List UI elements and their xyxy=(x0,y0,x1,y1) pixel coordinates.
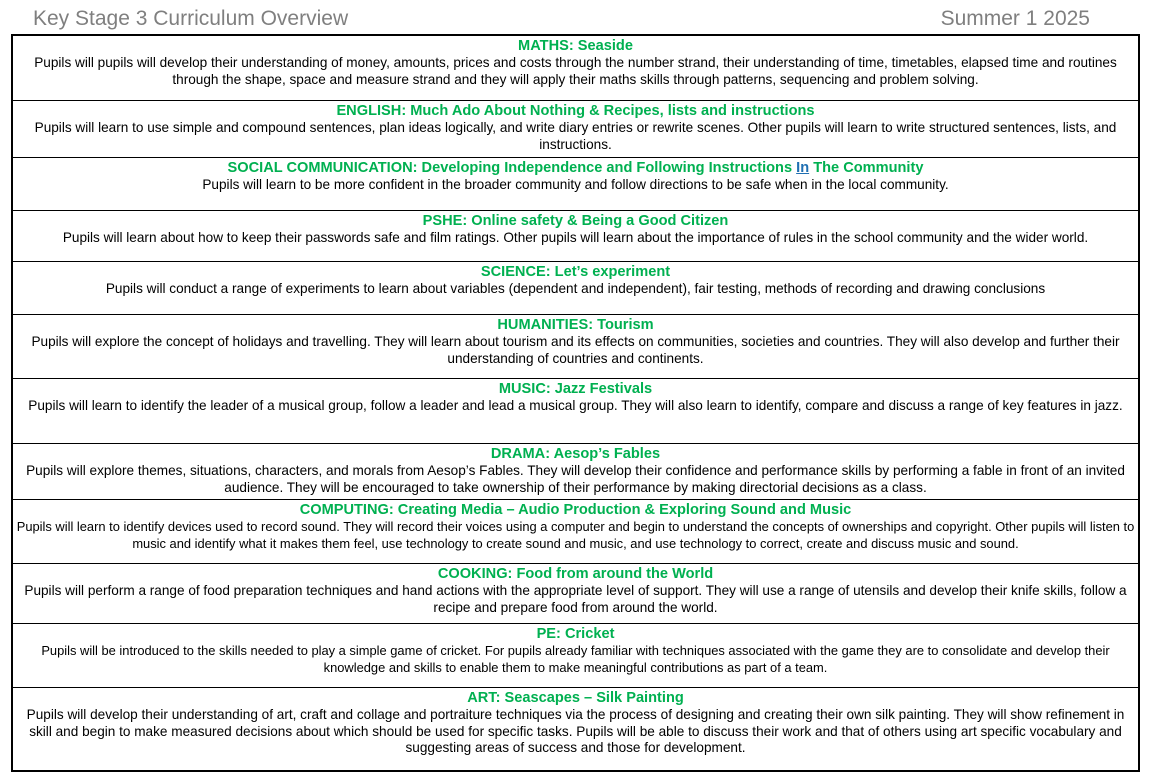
subject-description: Pupils will perform a range of food preparation techniques and hand actions with the appropriate level of support. They will use a range of utensils and develop their knife skills, follow a recipe and prepare food from around the world. xyxy=(24,583,1127,615)
subject-row-cooking xyxy=(13,563,1138,623)
subject-description: Pupils will develop their understanding of art, craft and collage and portraiture techniques via the process of designing and creating their own silk painting. They will show refinement in skill and begin to make measured decisions about which should be used for specific tasks. Pupils will be able to discuss their work and that of others using art specific vocabulary and suggesting areas of success and those for development. xyxy=(26,707,1125,755)
page-title: Key Stage 3 Curriculum Overview xyxy=(33,7,349,30)
subject-description: Pupils will learn about how to keep their passwords safe and film ratings. Other pupils will learn about the importance of rules in the school community and the wider world. xyxy=(62,230,1089,245)
term-label: Summer 1 2025 xyxy=(940,7,1090,30)
subject-title: PE: Cricket xyxy=(536,626,615,642)
subject-description: Pupils will conduct a range of experiments to learn about variables (dependent and independent), fair testing, methods of recording and drawing conclusions xyxy=(105,281,1046,296)
subject-row-music xyxy=(13,378,1138,443)
subject-title: ART: Seascapes – Silk Painting xyxy=(467,690,684,706)
subject-row-social-communication xyxy=(13,157,1138,210)
subject-description: Pupils will pupils will develop their understanding of money, amounts, prices and costs through the number strand, their understanding of time, timetables, elapsed time and routines through the shape, space and measure strand and they will apply their maths skills through patterns, sequencing and problem solving. xyxy=(34,55,1117,87)
subject-title: MUSIC: Jazz Festivals xyxy=(498,381,653,397)
subject-title xyxy=(13,160,1138,177)
subject-description: Pupils will learn to identify devices used to record sound. They will record their voices using a computer and begin to understand the concepts of ownerships and copyright. Other pupils will listen to music and identify what it makes them feel, use technology to create sound and music, and use technology to correct, create and discuss music and sound. xyxy=(16,519,1135,551)
subject-title-underlined: In xyxy=(796,160,810,176)
subject-title: ENGLISH: Much Ado About Nothing & Recipes, lists and instructions xyxy=(336,103,815,119)
subject-title: DRAMA: Aesop’s Fables xyxy=(490,446,661,462)
subject-row-science xyxy=(13,261,1138,314)
subject-description: Pupils will explore the concept of holidays and travelling. They will learn about tourism and its effects on communities, societies and countries. They will also develop and further their understanding of countries and continents. xyxy=(31,334,1120,366)
subject-title: SCIENCE: Let’s experiment xyxy=(480,264,671,280)
subject-title: MATHS: Seaside xyxy=(518,38,633,54)
subject-title-part: SOCIAL COMMUNICATION: Developing Independence and Following Instructions xyxy=(227,160,797,176)
subject-description: Pupils will learn to identify the leader of a musical group, follow a leader and lead a musical group. They will also learn to identify, compare and discuss a range of key features in jazz. xyxy=(28,398,1123,413)
subject-title-part: The Community xyxy=(809,160,924,176)
subject-title: COMPUTING: Creating Media – Audio Production & Exploring Sound and Music xyxy=(299,502,852,518)
subject-row-computing xyxy=(13,499,1138,563)
subject-row-maths xyxy=(13,36,1138,100)
subject-description: Pupils will learn to use simple and compound sentences, plan ideas logically, and write diary entries or rewrite scenes. Other pupils will learn to write structured sentences, lists, and instructions. xyxy=(34,120,1117,152)
subject-row-pe xyxy=(13,623,1138,687)
subject-title: HUMANITIES: Tourism xyxy=(497,317,654,333)
subject-row-humanities xyxy=(13,314,1138,378)
subject-row-pshe xyxy=(13,210,1138,261)
subject-title: COOKING: Food from around the World xyxy=(437,566,714,582)
subject-row-english xyxy=(13,100,1138,157)
subject-row-art xyxy=(13,687,1138,770)
subject-description: Pupils will be introduced to the skills needed to play a simple game of cricket. For pupils already familiar with techniques associated with the game they are to consolidate and develop their knowledge and skills to enable them to make meaningful contributions as part of a team. xyxy=(41,643,1110,675)
subject-description: Pupils will explore themes, situations, characters, and morals from Aesop’s Fables. They will develop their confidence and performance skills by performing a fable in front of an invited audience. They will be encouraged to take ownership of their performance by making directorial decisions as a class. xyxy=(26,463,1125,495)
subject-description: Pupils will learn to be more confident in the broader community and follow directions to be safe when in the local community. xyxy=(202,177,949,192)
subject-row-drama xyxy=(13,443,1138,499)
subject-title: PSHE: Online safety & Being a Good Citizen xyxy=(422,213,729,229)
curriculum-table xyxy=(11,34,1140,772)
